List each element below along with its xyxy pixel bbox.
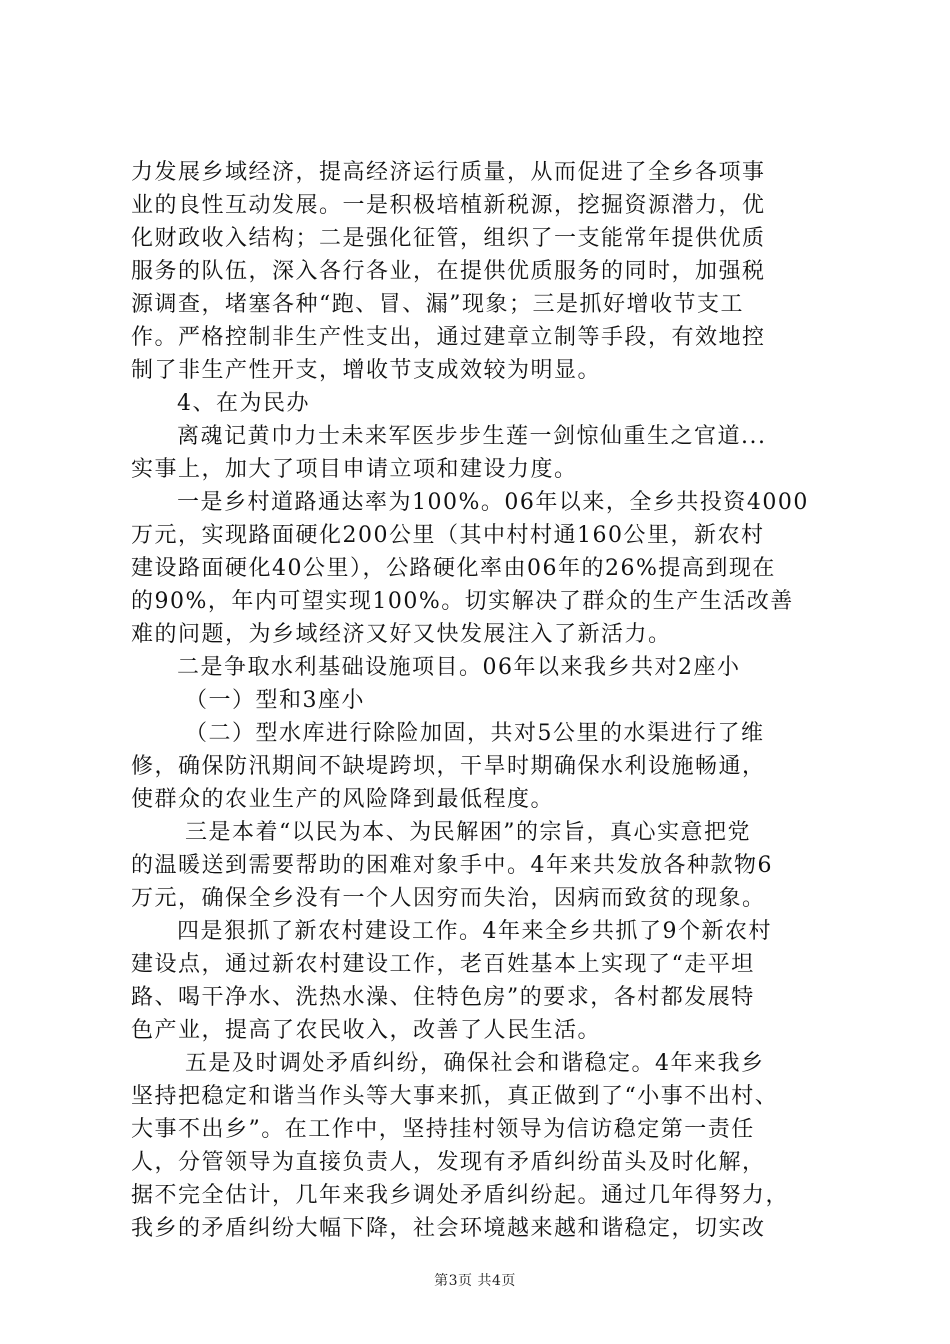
text-line: （二）型水库进行除险加固，共对5公里的水渠进行了维 [185,721,765,746]
text-line: 实事上，加大了项目申请立项和建设力度。 [131,457,578,482]
text-line: （一）型和3座小 [185,688,365,713]
page-footer: 第3页 共4页 [434,1273,516,1289]
text-line: 我乡的矛盾纠纷大幅下降，社会环境越来越和谐稳定，切实改 [131,1216,766,1241]
text-line: 路、喝干净水、洗热水澡、住特色房”的要求，各村都发展特 [131,985,755,1010]
text-line: 建设路面硬化40公里），公路硬化率由06年的26%提高到现在 [131,556,776,581]
text-line: 建设点，通过新农村建设工作，老百姓基本上实现了“走平坦 [131,952,755,977]
text-line: 三是本着“以民为本、为民解困”的宗旨，真心实意把党 [185,820,751,845]
text-line: 4、在为民办 [177,391,310,416]
text-line: 使群众的农业生产的风险降到最低程度。 [131,787,555,812]
text-line: 服务的队伍，深入各行各业，在提供优质服务的同时，加强税 [131,259,766,284]
text-line: 的温暖送到需要帮助的困难对象手中。4年来共发放各种款物6 [131,853,773,878]
text-line: 色产业，提高了农民收入，改善了人民生活。 [131,1018,602,1043]
text-line: 力发展乡域经济，提高经济运行质量，从而促进了全乡各项事 [131,160,766,185]
text-line: 人，分管领导为直接负责人，发现有矛盾纠纷苗头及时化解， [131,1150,766,1175]
document-body [131,156,831,1245]
text-line: 万元，确保全乡没有一个人因穷而失治，因病而致贫的现象。 [131,886,766,911]
text-line: 业的良性互动发展。一是积极培植新税源，挖掘资源潜力，优 [131,193,766,218]
text-line: 坚持把稳定和谐当作头等大事来抓，真正做到了“小事不出村、 [131,1084,779,1109]
text-line: 制了非生产性开支，增收节支成效较为明显。 [131,358,602,383]
text-line: 离魂记黄巾力士未来军医步步生莲一剑惊仙重生之官道... [177,424,767,449]
text-line: 的90%，年内可望实现100%。切实解决了群众的生产生活改善 [131,589,794,614]
text-line: 万元，实现路面硬化200公里（其中村村通160公里，新农村 [131,523,765,548]
text-line: 大事不出乡”。在工作中，坚持挂村领导为信访稳定第一责任 [131,1117,755,1142]
text-line: 修，确保防汛期间不缺堤跨坝，干旱时期确保水利设施畅通， [131,754,766,779]
text-line: 难的问题，为乡域经济又好又快发展注入了新活力。 [131,622,672,647]
text-line: 作。严格控制非生产性支出，通过建章立制等手段，有效地控 [131,325,766,350]
text-line: 化财政收入结构；二是强化征管，组织了一支能常年提供优质 [131,226,766,251]
text-line: 源调查，堵塞各种“跑、冒、漏”现象；三是抓好增收节支工 [131,292,744,317]
text-line: 二是争取水利基础设施项目。06年以来我乡共对2座小 [177,655,741,680]
text-line: 四是狠抓了新农村建设工作。4年来全乡共抓了9个新农村 [177,919,772,944]
text-line: 一是乡村道路通达率为100%。06年以来，全乡共投资4000 [177,490,809,515]
text-line: 据不完全估计，几年来我乡调处矛盾纠纷起。通过几年得努力， [131,1183,790,1208]
text-line: 五是及时调处矛盾纠纷，确保社会和谐稳定。4年来我乡 [185,1051,765,1076]
